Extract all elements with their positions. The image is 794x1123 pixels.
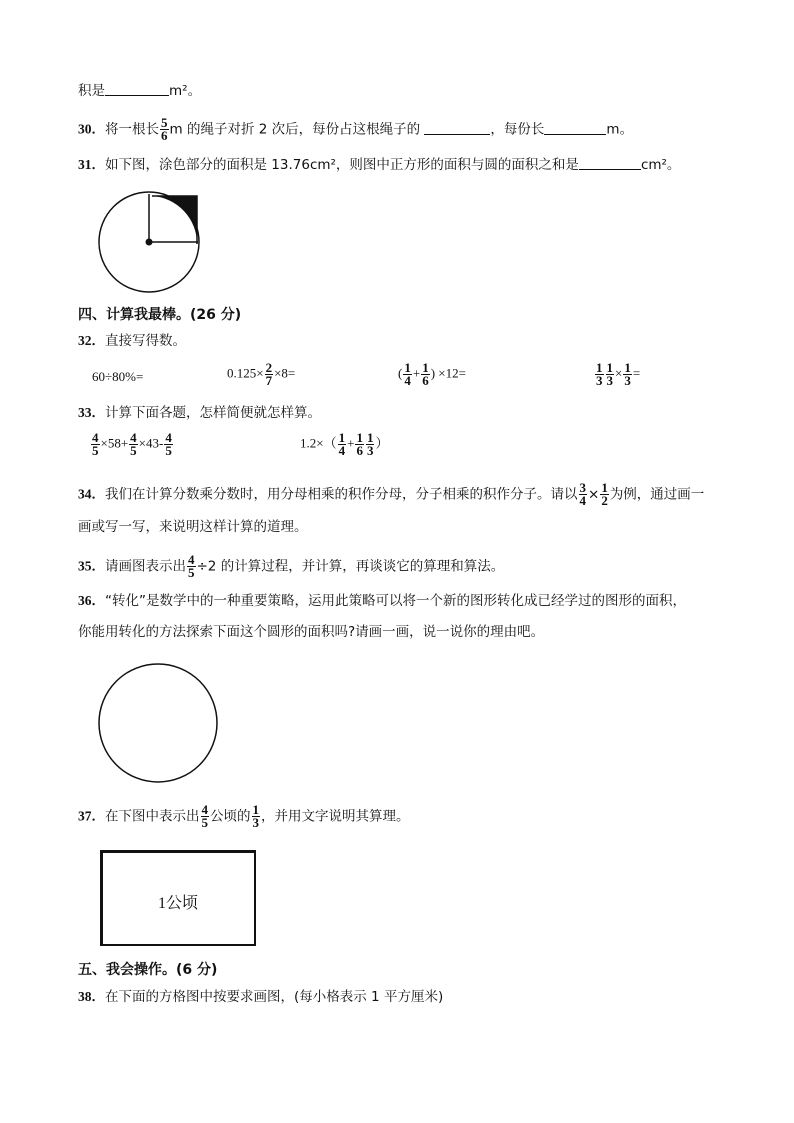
- question-34-cont: 画或写一写，来说明这样计算的道理。: [78, 519, 308, 535]
- question-34: 34．我们在计算分数乘分数时，用分母相乘的积作分母，分子相乘的积作分子。请以 $\frac{3}{4}$ × $\frac{1}{2}$ 为例，通过画一: [78, 480, 705, 508]
- fraction: $\frac{5}{6}$: [161, 115, 168, 143]
- expression: ( $\frac{1}{4}$ + $\frac{1}{6}$ ) ×12=: [398, 360, 466, 388]
- answer-blank[interactable]: [579, 155, 641, 170]
- question-36-cont: 你能用转化的方法探索下面这个圆形的面积吗?请画一画，说一说你的理由吧。: [78, 624, 545, 640]
- q29-tail: 积是 m²。: [78, 83, 202, 99]
- expression: 1.2×（ $\frac{1}{4}$ + $\frac{1}{6}$ $\frac{1}{3}$ ）: [300, 430, 389, 458]
- expression: 60÷80%=: [92, 369, 144, 384]
- answer-blank[interactable]: [544, 120, 606, 135]
- circle-with-square-figure: [96, 192, 206, 292]
- question-33: 33．计算下面各题，怎样简便就怎样算。: [78, 405, 321, 421]
- section-heading: 四、计算我最棒。(26 分): [78, 307, 242, 323]
- circle-figure: [98, 663, 220, 785]
- hectare-rectangle[interactable]: [100, 850, 256, 946]
- shaded-region: [152, 196, 197, 244]
- question-31: 31．如下图，涂色部分的面积是 13.76cm²，则图中正方形的面积与圆的面积之和是 cm²。: [78, 157, 681, 173]
- hectare-label: 1公顷: [157, 895, 198, 912]
- expression: 0.125× $\frac{2}{7}$ ×8=: [227, 360, 296, 388]
- center-point: [146, 239, 153, 246]
- section-heading: 五、我会操作。(6 分): [78, 962, 218, 978]
- expression: $\frac{4}{5}$ ×58+ $\frac{4}{5}$ ×43- $\frac{4}{5}$: [92, 430, 172, 458]
- question-30: 30．将一根长 $\frac{5}{6}$ m 的绳子对折 2 次后，每份占这根绳子的 ，每份长 m。: [78, 115, 634, 143]
- expression: $\frac{1}{3}$ $\frac{1}{3}$ × $\frac{1}{3}$ =: [596, 360, 641, 388]
- question-38: 38．在下面的方格图中按要求画图，(每小格表示 1 平方厘米): [78, 989, 444, 1005]
- question-32: 32．直接写得数。: [78, 333, 186, 349]
- question-37: 37．在下图中表示出 $\frac{4}{5}$ 公顷的 $\frac{1}{3}$ ，并用文字说明其算理。: [78, 802, 410, 830]
- question-36: 36．“转化”是数学中的一种重要策略，运用此策略可以将一个新的图形转化成已经学过的图形的面积，: [78, 593, 686, 609]
- answer-blank[interactable]: [105, 81, 169, 96]
- answer-blank[interactable]: [424, 120, 490, 135]
- question-35: 35．请画图表示出 $\frac{4}{5}$ ÷2 的计算过程，并计算，再谈谈它的算理和算法。: [78, 552, 505, 580]
